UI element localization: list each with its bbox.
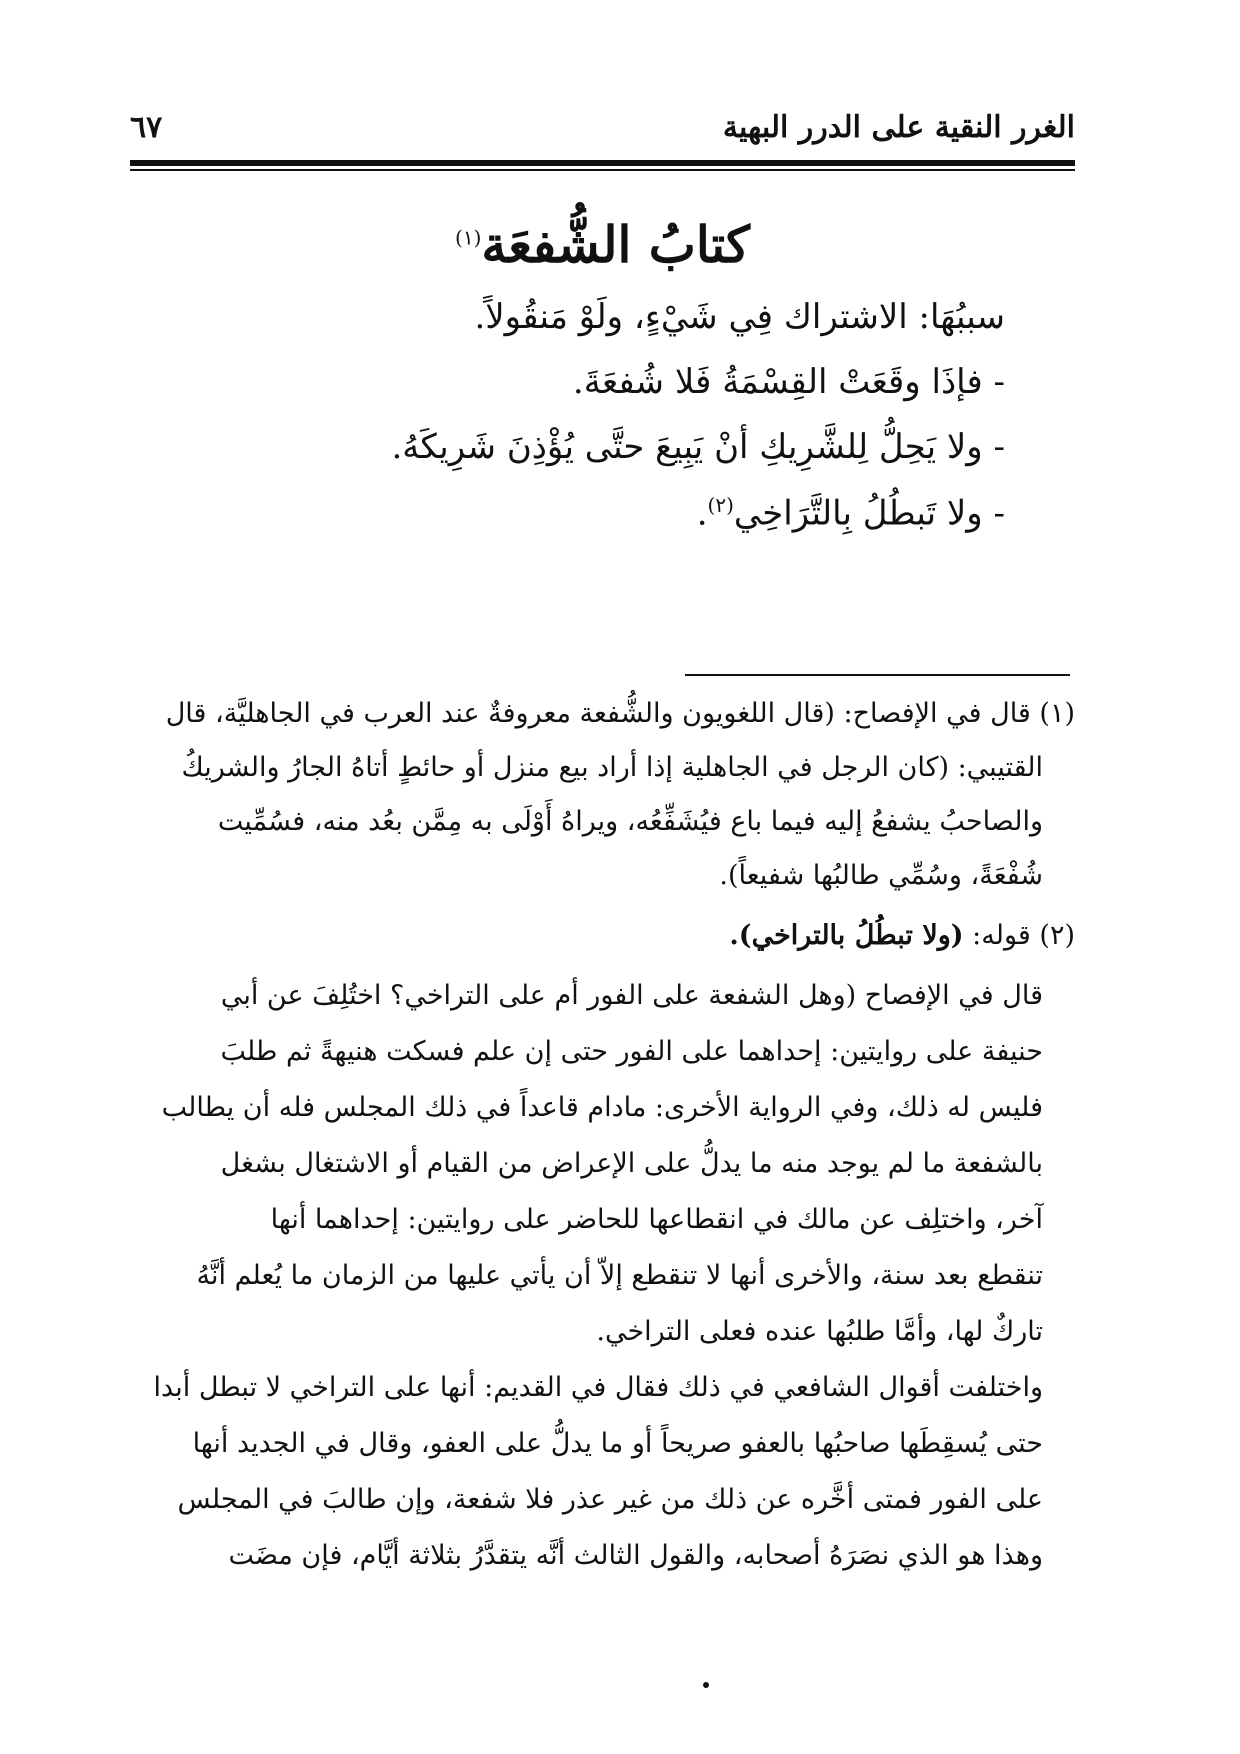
footnote-separator — [685, 674, 1070, 676]
footnote-2-line: قال في الإفصاح (وهل الشفعة على الفور أم على التراخي؟ اختُلِفَ عن أبي — [220, 980, 1043, 1011]
main-line-text: - ولا تَبطُلُ بِالتَّرَاخِي — [733, 493, 1005, 534]
footnote-2-line: واختلفت أقوال الشافعي في ذلك فقال في القديم: أنها على التراخي لا تبطل أبدا — [153, 1372, 1043, 1403]
main-line-tail: . — [696, 493, 708, 534]
chapter-title-text: كتابُ الشُّفعَة — [481, 215, 750, 274]
footnote-2-line: وهذا هو الذي نصَرَهُ أصحابه، والقول الثالث أنَّه يتقدَّرُ بثلاثة أيَّام، فإن مضَت — [228, 1540, 1043, 1571]
footnote-2-line: تنقطع بعد سنة، والأخرى أنها لا تنقطع إلاّ أن يأتي عليها من الزمان ما يُعلم أنَّهُ — [196, 1260, 1043, 1291]
footnote-2-line: حنيفة على روايتين: إحداهما على الفور حتى إن علم فسكت هنيهةً ثم طلبَ — [220, 1036, 1043, 1067]
footnote-2-line: بالشفعة ما لم يوجد منه ما يدلُّ على الإعراض من القيام أو الاشتغال بشغل — [220, 1148, 1043, 1179]
main-line: - ولا يَحِلُّ لِلشَّرِيكِ أنْ يَبِيعَ حتَّى يُؤْذِنَ شَرِيكَهُ. — [391, 427, 1005, 467]
footnote-2-line: تاركٌ لها، وأمَّا طلبُها عنده فعلى التراخي. — [596, 1316, 1043, 1347]
header-rule-thick — [130, 160, 1075, 166]
bottom-dot — [703, 1682, 709, 1688]
footnote-2-line: فليس له ذلك، وفي الرواية الأخرى: مادام قاعداً في ذلك المجلس فله أن يطالب — [161, 1092, 1043, 1123]
page-number: ٦٧ — [130, 110, 163, 145]
running-title: الغرر النقية على الدرر البهية — [722, 110, 1075, 145]
main-line: - فإذَا وقَعَتْ القِسْمَةُ فَلا شُفعَةَ. — [572, 362, 1005, 402]
footnote-2-prefix: (٢) قوله: — [972, 920, 1075, 951]
main-line: سببُهَا: الاشتراك فِي شَيْءٍ، ولَوْ مَنقُولاً. — [474, 297, 1005, 337]
footnote-1-line: القتيبي: (كان الرجل في الجاهلية إذا أراد بيع منزل أو حائطٍ أتاهُ الجارُ والشريكُ — [181, 752, 1043, 783]
running-header — [130, 110, 1075, 160]
chapter-title — [130, 215, 1075, 274]
footnote-2-line: على الفور فمتى أخَّره عن ذلك من غير عذر فلا شفعة، وإن طالبَ في المجلس — [177, 1484, 1043, 1515]
footnote-1-line: شُفْعَةً، وسُمِّي طالبُها شفيعاً). — [719, 860, 1043, 891]
header-rule-thin — [130, 169, 1075, 171]
main-line-last — [145, 495, 1005, 560]
footnote-2-quote: (ولا تبطُلُ بالتراخي). — [729, 920, 964, 951]
footnote-2-line: آخر، واختلِف عن مالك في انقطاعها للحاضر على روايتين: إحداهما أنها — [270, 1204, 1043, 1235]
main-footnote-ref: (٢) — [707, 493, 734, 517]
footnote-1-line: والصاحبُ يشفعُ إليه فيما باع فيُشَفِّعُه، ويراهُ أَوْلَى به مِمَّن بعُد منه، فسُمِّيت — [217, 806, 1043, 837]
footnote-2-heading — [729, 922, 1075, 949]
footnote-1-line: (١) قال في الإفصاح: (قال اللغويون والشُّفعة معروفةٌ عند العرب في الجاهليَّة، قال — [165, 698, 1075, 729]
footnote-2-line: حتى يُسقِطَها صاحبُها بالعفو صريحاً أو ما يدلُّ على العفو، وقال في الجديد أنها — [192, 1428, 1043, 1459]
main-text — [145, 297, 1005, 560]
chapter-footnote-ref: (١) — [455, 225, 482, 250]
